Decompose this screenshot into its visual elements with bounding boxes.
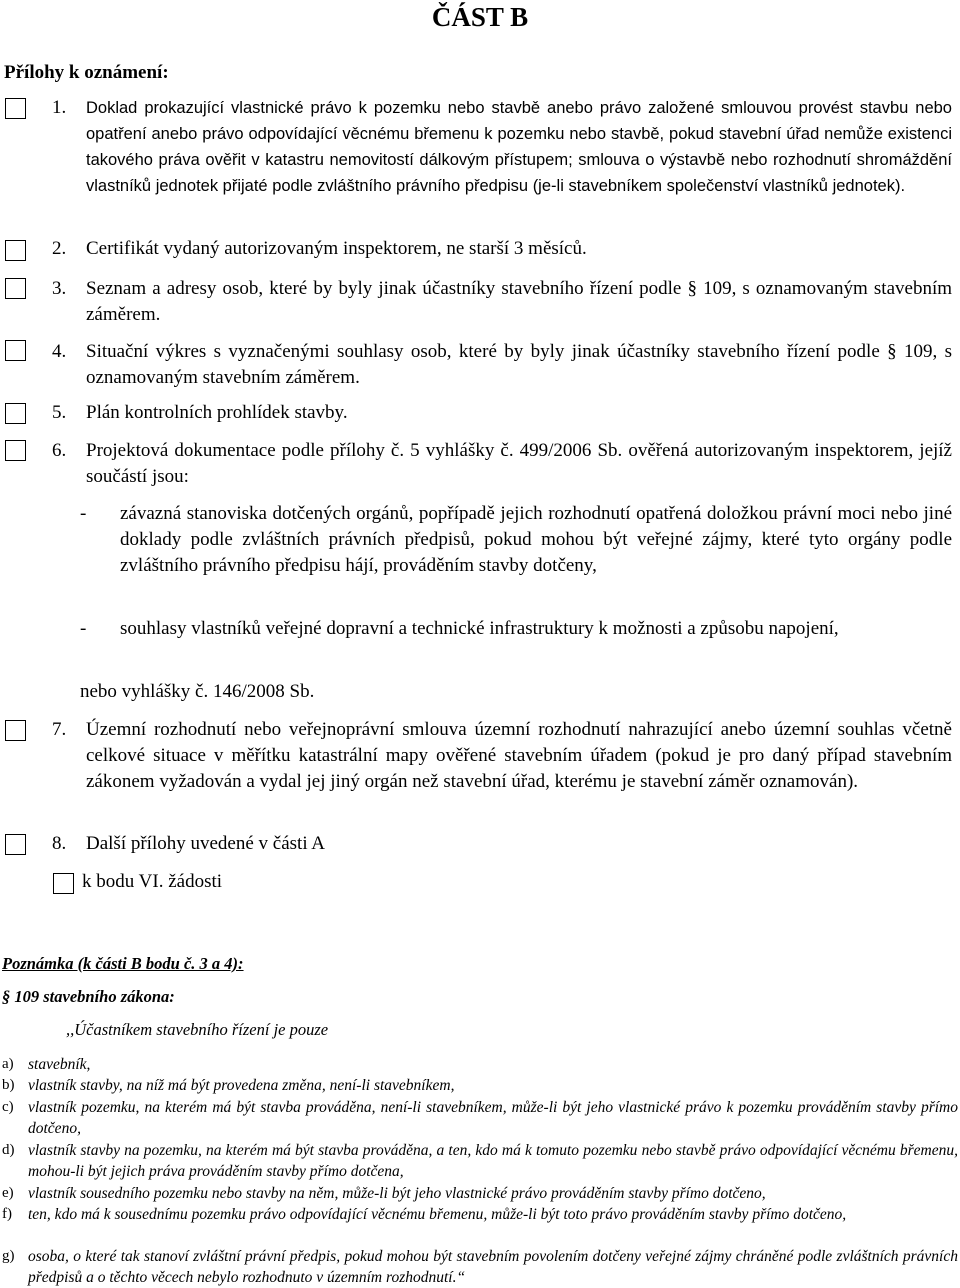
item-text: Certifikát vydaný autorizovaným inspektorem, ne starší 3 měsíců.	[86, 238, 587, 259]
alternative-text: nebo vyhlášky č. 146/2008 Sb.	[80, 681, 315, 702]
sub-item-text: souhlasy vlastníků veřejné dopravní a technické infrastruktury k možnosti a způsobu napojení,	[120, 618, 839, 639]
item-number: 8.	[52, 833, 67, 854]
note-letter: e)	[2, 1185, 14, 1201]
checkbox-item-6[interactable]	[5, 440, 26, 461]
list-dash: -	[80, 503, 87, 524]
checkbox-item-1[interactable]	[5, 98, 26, 119]
note-letter: d)	[2, 1142, 15, 1158]
checkbox-item-5[interactable]	[5, 403, 26, 424]
item-number: 6.	[52, 440, 67, 461]
note-heading: Poznámka (k části B bodu č. 3 a 4):	[2, 954, 244, 973]
attachments-heading: Přílohy k oznámení:	[4, 62, 169, 83]
item-text: Plán kontrolních prohlídek stavby.	[86, 402, 348, 423]
note-item-text: ten, kdo má k sousednímu pozemku právo odpovídající věcnému břemenu, může-li být toto právo prováděním stavby přímo dotčeno,	[28, 1206, 847, 1223]
note-item-text: osoba, o které tak stanoví zvláštní právní předpis, pokud mohou být stavebním povolením dotčeny veřejné zájmy chráněné podle zvláštních právních předpisů a o těchto věcech nebylo rozhodnuto v územním rozhodnutí.“	[28, 1248, 958, 1286]
note-letter: g)	[2, 1248, 15, 1264]
note-letter: f)	[2, 1206, 12, 1222]
sub-item-text: závazná stanoviska dotčených orgánů, popřípadě jejich rozhodnutí opatřená doložkou právní moci nebo jiné doklady podle zvláštních právních předpisů, pokud mohou být veřejné zájmy, které tyto orgány podle zvláštního právního předpisu hájí, prováděním stavby dotčeny,	[120, 503, 952, 576]
item-text: Projektová dokumentace podle přílohy č. 5 vyhlášky č. 499/2006 Sb. ověřená autorizovaným inspektorem, jejíž součástí jsou:	[86, 440, 952, 487]
note-item-text: vlastník pozemku, na kterém má být stavba prováděna, není-li stavebníkem, může-li být jeho vlastnické právo k pozemku prováděním stavby přímo dotčeno,	[28, 1099, 958, 1137]
item-number: 1.	[52, 97, 67, 118]
item-number: 2.	[52, 238, 67, 259]
law-quote: ,,Účastníkem stavebního řízení je pouze	[66, 1020, 329, 1039]
checkbox-section-vi-label: k bodu VI. žádosti	[82, 871, 223, 892]
checkbox-item-7[interactable]	[5, 720, 26, 741]
note-letter: c)	[2, 1099, 14, 1115]
item-number: 7.	[52, 719, 67, 740]
note-letter: a)	[2, 1056, 14, 1072]
page-title: ČÁST B	[431, 2, 529, 32]
note-item-text: vlastník stavby na pozemku, na kterém má být stavba prováděna, a ten, kdo má k tomuto pozemku nebo stavbě právo odpovídající věcnému břemenu, mohou-li být jejich práva prováděním stavby přímo dotčena,	[28, 1142, 958, 1180]
list-dash: -	[80, 618, 87, 639]
checkbox-item-4[interactable]	[5, 340, 26, 361]
checkbox-section-vi[interactable]	[53, 873, 74, 894]
item-text: Situační výkres s vyznačenými souhlasy osob, které by byly jinak účastníky stavebního řízení podle § 109, s oznamovaným stavebním záměrem.	[86, 341, 952, 388]
item-number: 3.	[52, 278, 67, 299]
note-letter: b)	[2, 1077, 15, 1093]
item-text: Doklad prokazující vlastnické právo k pozemku nebo stavbě anebo právo založené smlouvou provést stavbu nebo opatření anebo právo odpovídající věcnému břemenu k pozemku nebo stavbě, pokud stavební úřad nemůže existenci takového práva ověřit v katastru nemovitostí dálkovým přístupem; smlouva o výstavbě nebo rozhodnutí shromáždění vlastníků jednotek přijaté podle zvláštního právního předpisu (je-li stavebníkem společenství vlastníků jednotek).	[86, 99, 952, 195]
item-text: Další přílohy uvedené v části A	[86, 833, 326, 854]
item-text: Územní rozhodnutí nebo veřejnoprávní smlouva územní rozhodnutí nahrazující anebo územní souhlas včetně celkové situace v měřítku katastrální mapy ověřené stavebním úřadem (pokud je pro daný případ stavebním zákonem vyžadován a vydal jej jiný orgán než stavební úřad, kterému je stavební záměr oznamován).	[86, 719, 952, 792]
law-heading: § 109 stavebního zákona:	[2, 987, 175, 1006]
checkbox-item-3[interactable]	[5, 278, 26, 299]
item-text: Seznam a adresy osob, které by byly jinak účastníky stavebního řízení podle § 109, s oznamovaným stavebním záměrem.	[86, 278, 952, 325]
note-item-text: vlastník stavby, na níž má být provedena změna, není-li stavebníkem,	[28, 1077, 455, 1094]
checkbox-item-8[interactable]	[5, 834, 26, 855]
note-item-text: stavebník,	[28, 1056, 91, 1073]
item-number: 4.	[52, 341, 67, 362]
note-item-text: vlastník sousedního pozemku nebo stavby na něm, může-li být jeho vlastnické právo prováděním stavby přímo dotčeno,	[28, 1185, 766, 1202]
checkbox-item-2[interactable]	[5, 240, 26, 261]
item-number: 5.	[52, 402, 67, 423]
